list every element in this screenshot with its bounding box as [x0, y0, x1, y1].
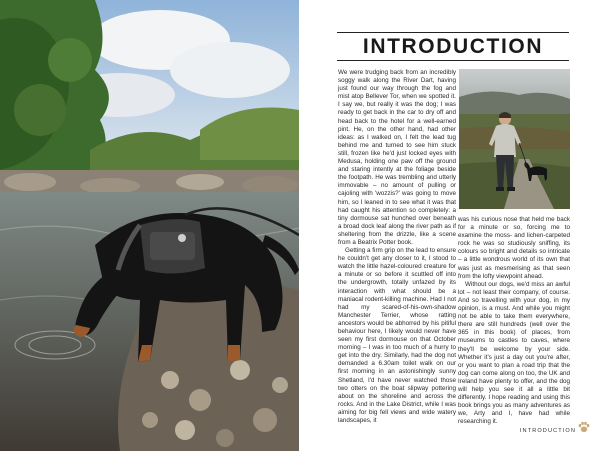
dog-river-illustration	[0, 0, 299, 451]
text-page	[300, 0, 600, 451]
paragraph: was his curious nose that held me back for a minute or so, forcing me to examine the moss- and lichen-carpeted rock he was so studiously sniffing, its colours so bright and details so intricate – a little wondrous world of its own that was just as mesmerising as that seen from the lofty viewpoint ahead.	[458, 216, 570, 280]
title-rule-bottom	[337, 60, 569, 61]
photo-walker-with-dog	[459, 69, 570, 209]
paragraph: Getting a firm grip on the lead to ensure he couldn't get any closer to it, I stood to watch the little hazel-coloured creature for a minute or so before it scuttled off into the undergrowth, totally unfazed by its interaction with what should be a maniacal rodent-killing machine. Had I not had my scared-of-his-own-shadow Manchester Terrier, whose ratting ancestors would be abhorred by his pitiful behaviour here, I likely would never have seen my first dormouse on that October morning – I was in too much of a hurry to get into the dry. Similarly, had the dog not demanded a 6.30am toilet walk on our first morning in an astonishingly sunny Shetland, I'd have never watched those two otters on the boat slipway pottering about on the shoreline and across the rocks. And in the Lake District, while I was aiming for big fell views and wide watery landscapes, it	[338, 247, 456, 425]
paragraph: We were trudging back from an incredibly soggy walk along the River Dart, having just found our way through the fog and mist atop Bellever Tor, when we spotted it. I say we, but really it was the dog; I was ready to get back in the car to dry off and head back to the hotel for a well-earned pint. He, on the other hand, had other ideas: as I walked on, I felt the lead tug behind me and turned to see him stuck still, frozen like he'd just locked eyes with Medusa, holding one paw off the ground and staring intently at the foliage beside the footpath. He was trembling and utterly immovable – no amount of pulling or cajoling with 'wozzis?' was going to move him, so I leaned in to see what it was that had caught his attention so completely: a tiny dormouse sat hunched over beneath a broad dock leaf along the river path as if sheltering from the drizzle, like a scene from a Beatrix Potter book.	[338, 69, 456, 246]
walker-dog-illustration	[459, 69, 570, 209]
page-title: INTRODUCTION	[362, 35, 544, 58]
paw-print-icon	[577, 420, 591, 434]
body-column-left	[338, 69, 456, 425]
body-column-right	[458, 216, 570, 426]
paragraph: Without our dogs, we'd miss an awful lot – not least their company, of course. And so travelling with your dog, in my opinion, is a must. And while you might not be able to take them everywhere, there are still hundreds (well over the 365 in this book) of places, from museums to castles to caves, where they'll be welcome by your side. Whether it's just a day out you're after, or you want to plan a road trip that the dog can come along on too, the UK and Ireland have plenty to offer, and the dog will help you see it all a little bit differently. I hope reading and using this book brings you as many adventures as we, Arty and I, have had while researching it.	[458, 280, 570, 426]
photo-dog-drinking-river	[0, 0, 299, 451]
running-footer: INTRODUCTION	[519, 428, 576, 434]
